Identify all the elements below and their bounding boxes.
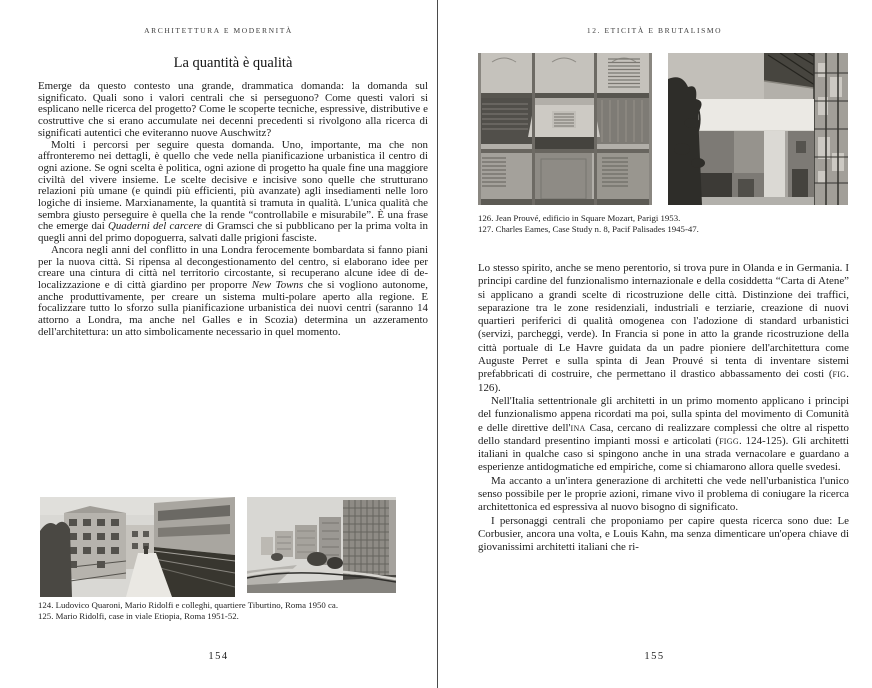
figure-124-tiburtino-photo: [40, 497, 235, 597]
left-figure-captions: [38, 600, 430, 623]
right-body-text: [478, 262, 849, 555]
paragraph: Nell'Italia settentrionale gli architetti in un primo momento applicano i principi del funzionalismo appena ricordati ma poi, sulla spinta del movimento di Comunità e delle direttive dell'ina Casa, cercano di realizzare complessi che oltre al rispetto dello standard presentino impianti mossi e articolati (figg. 124-125). Gli architetti italiani in qualche caso si spingono anche in una strada vernacolare e guardano a esperienze antidogmatiche ed empiriche, come si chiamarono allora quelle svedesi.: [478, 394, 849, 474]
paragraph: Ancora negli anni del conflitto in una Londra ferocemente bombardata si fanno piani per la nuova città. Si ripensa al decongestionamento del centro, si elaborano idee per creare una cintura di città nel territorio circostante, si recuperano alcune idee di de-localizzazione e di città giardino per proporre New Towns che si vogliono autonome, anche produttivamente, per creare un sistema multi-polare aperto alla regione. E focalizzare tutto lo sforzo sulla pianificazione urbanistica dei nuovi centri (saranno 14 attorno a Londra, ma anche nel Galles e in Scozia) determina un azzeramento dell'architettura: un atto simbolicamente necessario in quel momento.: [38, 243, 428, 338]
paragraph: Molti i percorsi per seguire questa domanda. Uno, importante, ma che non affronteremo nei dettagli, è quello che vede nella pianificazione urbanistica il centro di ogni azione. Se ogni scelta è politica, ogni azione di progetto ha quale fine una maggiore civiltà del vivere insieme. Le scelte decisive e incisive sono quelle che strutturano relazioni più umane (e quindi più efficienti, più avanzate) agli insediamenti nelle loro logiche di insieme. Marxianamente, la quantità si tramuta in qualità. L'unica qualità che sembra giusto perseguire è quella che la rende “controllabile e misurabile”. È una frase che emerge dai Quaderni del carcere di Gramsci che si pubblicano per la prima volta in quegli anni del primo dopoguerra, salvati dalle prigioni fasciste.: [38, 138, 428, 245]
paragraph: I personaggi centrali che proponiamo per capire questa ricerca sono due: Le Corbusier, ancora una volta, e Louis Kahn, ma senza dimenticare un'opera chiave di giovanissimi architetti italiani che ri-: [478, 514, 849, 554]
section-title: La quantità è qualità: [173, 55, 293, 71]
right-figure-captions: [478, 213, 858, 236]
figure-126-prouve-facade-photo: [478, 53, 652, 205]
right-running-header: 12. ETICITÀ E BRUTALISMO: [586, 26, 723, 35]
caption-figure-124: 124. Ludovico Quaroni, Mario Ridolfi e colleghi, quartiere Tiburtino, Roma 1950 ca.: [38, 600, 339, 610]
left-page-number: 154: [208, 651, 229, 662]
figure-127-eames-house-photo: [668, 53, 848, 205]
caption-figure-126: 126. Jean Prouvé, edificio in Square Mozart, Parigi 1953.: [478, 213, 681, 223]
paragraph: Lo stesso spirito, anche se meno perentorio, si trova pure in Olanda e in Germania. I principi cardine del funzionalismo internazionale e della cosiddetta “Carta di Atene” si applicano a grandi scelte di ricostruzione delle città. Distinzione dei traffici, separazione tra le zone residenziali, industriali e terziarie, creazione di nuovi quartieri periferici di qualità omogenea con l'adozione di standard urbanistici (servizi, parcheggi, verde). In Francia si pone in atto la grande ricostruzione della città portuale di Le Havre guidata da un padre pioniere dell'architettura come Auguste Perret e sulla spinta di Jean Prouvé si tenta di inventare sistemi prefabbricati di costruire, che permettano il drastico abbassamento dei costi (fig. 126).: [478, 262, 849, 394]
caption-figure-125: 125. Mario Ridolfi, case in viale Etiopia, Roma 1951-52.: [38, 611, 239, 622]
figure-125-viale-etiopia-photo: [247, 497, 396, 593]
caption-figure-127: 127. Charles Eames, Case Study n. 8, Pacif Palisades 1945-47.: [478, 224, 699, 235]
right-page-number: 155: [644, 651, 665, 662]
left-running-header: ARCHITETTURA E MODERNITÀ: [144, 26, 293, 35]
left-body-text: [38, 81, 428, 338]
paragraph: Ma accanto a un'intera generazione di architetti che vede nell'urbanistica l'unico senso possibile per le proprie azioni, rimane vivo il problema di coniugare la ricerca architettonica ed espressiva al nuovo bisogno di significato.: [478, 474, 849, 514]
paragraph: Emerge da questo contesto una grande, drammatica domanda: la domanda sul significato. Quali sono i valori centrali che si perseguono? Come questi valori si esplicano nelle ricerca del progetto? Come le scoperte tecniche, espressive, distributive e costruttive che si erano accumulate nei decenni precedenti si rivolgono alla ricerca di significati autentici che eviteranno nuove Auschwitz?: [38, 80, 428, 139]
right-page: [437, 0, 872, 688]
